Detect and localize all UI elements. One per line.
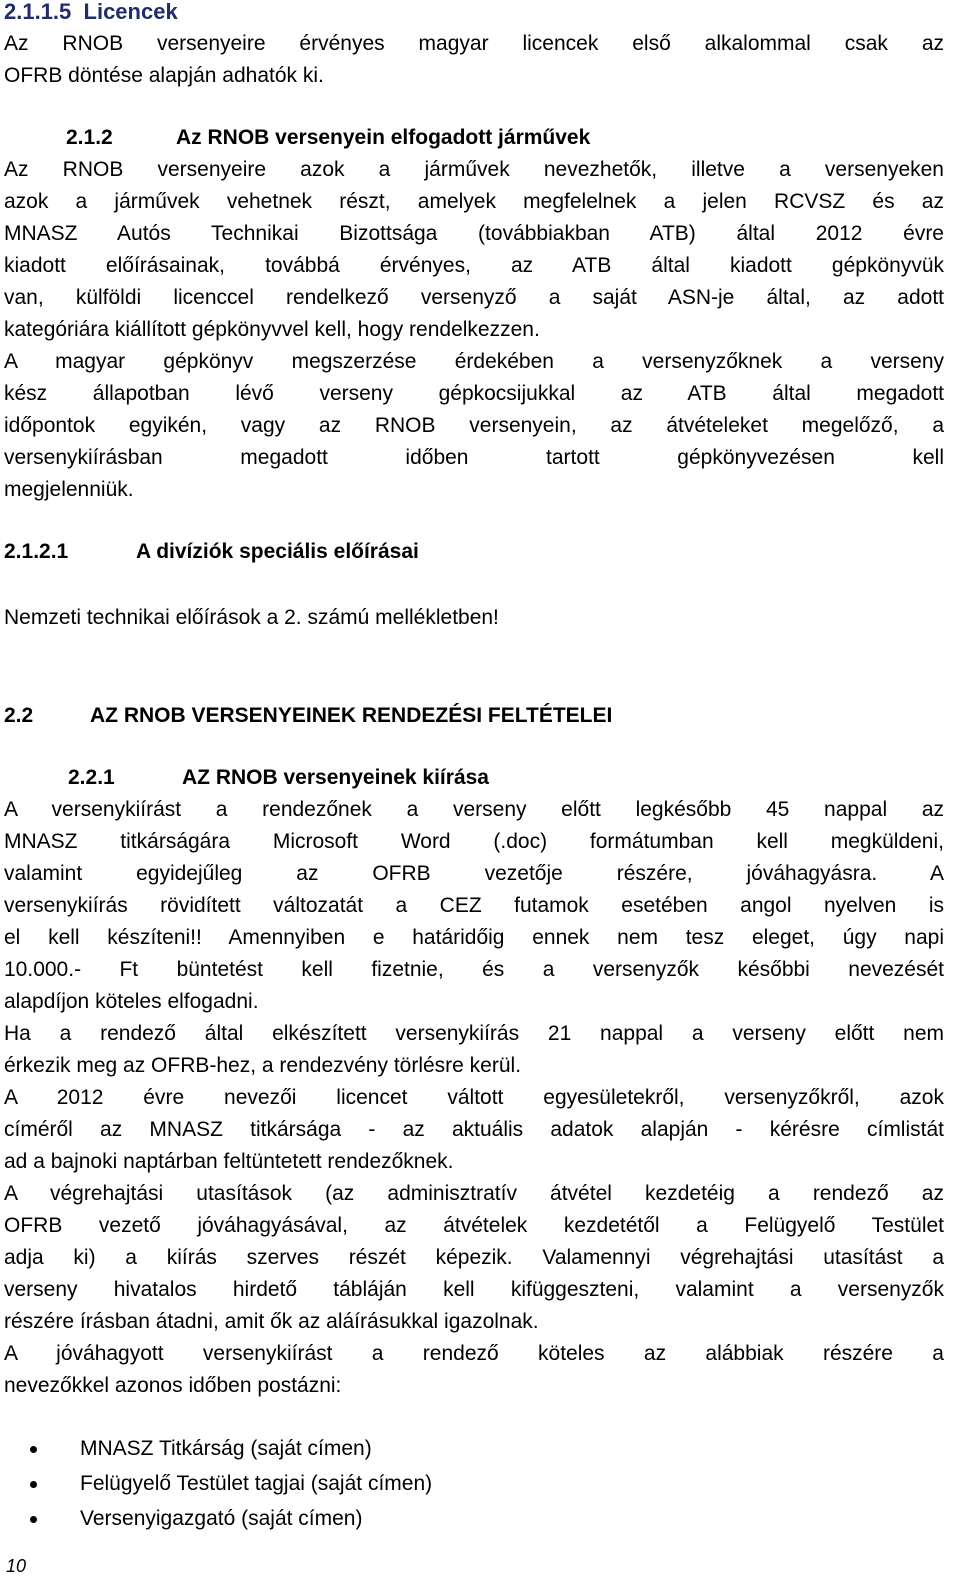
text-line: kész állapotban lévő verseny gépkocsijukkal az ATB által megadott [4, 382, 944, 405]
heading-title: Licencek [83, 0, 178, 24]
list-item [0, 1431, 940, 1466]
heading-licencek [4, 0, 944, 28]
text-line: érkezik meg az OFRB-hez, a rendezvény törlésre kerül. [4, 1054, 522, 1077]
text-line: 10.000.- Ft büntetést kell fizetnie, és a versenyzők későbbi nevezését [4, 958, 944, 981]
section-221 [4, 762, 944, 1402]
text-line: azok a járművek vehetnek részt, amelyek megfelelnek a jelen RCVSZ és az [4, 190, 944, 213]
section-22 [4, 700, 944, 732]
text-line: alapdíjon köteles elfogadni. [4, 990, 259, 1013]
text-line: MNASZ Autós Technikai Bizottsága (továbbiakban ATB) által 2012 évre [4, 222, 944, 245]
text-line: kategóriára kiállított gépkönyvvel kell, hogy rendelkezzen. [4, 318, 540, 341]
list-item-label: Versenyigazgató (saját címen) [80, 1507, 363, 1530]
heading-title: A divíziók speciális előírásai [136, 540, 419, 563]
list-item-label: MNASZ Titkárság (saját címen) [80, 1437, 372, 1460]
heading-diviziok [4, 536, 944, 568]
text-line: Nemzeti technikai előírások a 2. számú mellékletben! [4, 606, 499, 629]
text-line: el kell készíteni!! Amennyiben e határidőig ennek nem tesz eleget, úgy napi [4, 926, 944, 949]
section-212 [4, 122, 944, 506]
text-line: verseny hivatalos hirdető tábláján kell kifüggeszteni, valamint a versenyzők [4, 1278, 944, 1301]
text-line: A magyar gépkönyv megszerzése érdekében a versenyzőknek a verseny [4, 350, 944, 373]
text-line: A versenykiírást a rendezőnek a verseny előtt legkésőbb 45 nappal az [4, 798, 944, 821]
text-line: versenykiírás rövidített változatát a CEZ futamok esetében angol nyelven is [4, 894, 944, 917]
section-2115 [4, 0, 944, 92]
recipient-list [0, 1431, 940, 1536]
text-line: Ha a rendező által elkészített versenykiírás 21 nappal a verseny előtt nem [4, 1022, 944, 1045]
heading-number: 2.2.1 [68, 766, 115, 789]
text-line: A végrehajtási utasítások (az adminisztratív átvétel kezdetéig a rendező az [4, 1182, 944, 1205]
text-line: OFRB vezető jóváhagyásával, az átvételek kezdetétől a Felügyelő Testület [4, 1214, 944, 1237]
list-item [0, 1466, 940, 1501]
text-line: MNASZ titkárságára Microsoft Word (.doc) formátumban kell megküldeni, [4, 830, 944, 853]
section-2121 [4, 536, 944, 568]
heading-title: AZ RNOB versenyeinek kiírása [182, 766, 489, 789]
text-line: van, külföldi licenccel rendelkező versenyző a saját ASN-je által, az adott [4, 286, 944, 309]
bullet-icon [30, 1516, 37, 1523]
heading-number: 2.1.2 [66, 126, 113, 149]
text-line: versenykiírásban megadott időben tartott gépkönyvezésen kell [4, 446, 944, 469]
text-line: megjelenniük. [4, 478, 134, 501]
text-line: valamint egyidejűleg az OFRB vezetője részére, jóváhagyásra. A [4, 862, 944, 885]
bullet-icon [30, 1446, 37, 1453]
section-2121-text [4, 602, 944, 634]
text-line: ad a bajnoki naptárban feltüntetett rendezőknek. [4, 1150, 454, 1173]
text-line: időpontok egyikén, vagy az RNOB versenyein, az átvételeket megelőző, a [4, 414, 944, 437]
heading-title: Az RNOB versenyein elfogadott járművek [176, 126, 591, 149]
text-line: részére írásban átadni, amit ők az aláírásukkal igazolnak. [4, 1310, 539, 1333]
text-line: kiadott előírásainak, továbbá érvényes, az ATB által kiadott gépkönyvük [4, 254, 944, 277]
page-number: 10 [6, 1556, 27, 1576]
text-line: Az RNOB versenyeire érvényes magyar licencek első alkalommal csak az [4, 32, 944, 55]
text-line: címéről az MNASZ titkársága - az aktuális adatok alapján - kérésre címlistát [4, 1118, 944, 1141]
text-line: nevezőkkel azonos időben postázni: [4, 1374, 342, 1397]
text-line: OFRB döntése alapján adhatók ki. [4, 64, 324, 87]
heading-kiiras [4, 762, 944, 794]
heading-rendezesi-feltetelek [4, 700, 944, 732]
text-line: adja ki) a kiírás szerves részét képezik. Valamennyi végrehajtási utasítást a [4, 1246, 944, 1269]
heading-title: AZ RNOB VERSENYEINEK RENDEZÉSI FELTÉTELEI [90, 704, 613, 727]
heading-number: 2.1.1.5 [4, 0, 72, 24]
text-line: Az RNOB versenyeire azok a járművek nevezhetők, illetve a versenyeken [4, 158, 944, 181]
list-item [0, 1501, 940, 1536]
list-item-label: Felügyelő Testület tagjai (saját címen) [80, 1472, 433, 1495]
bullet-icon [30, 1481, 37, 1488]
heading-number: 2.2 [4, 704, 34, 727]
text-line: A jóváhagyott versenykiírást a rendező köteles az alábbiak részére a [4, 1342, 944, 1365]
heading-jarmuvek [4, 122, 944, 154]
heading-number: 2.1.2.1 [4, 540, 69, 563]
text-line: A 2012 évre nevezői licencet váltott egyesületekről, versenyzőkről, azok [4, 1086, 944, 1109]
